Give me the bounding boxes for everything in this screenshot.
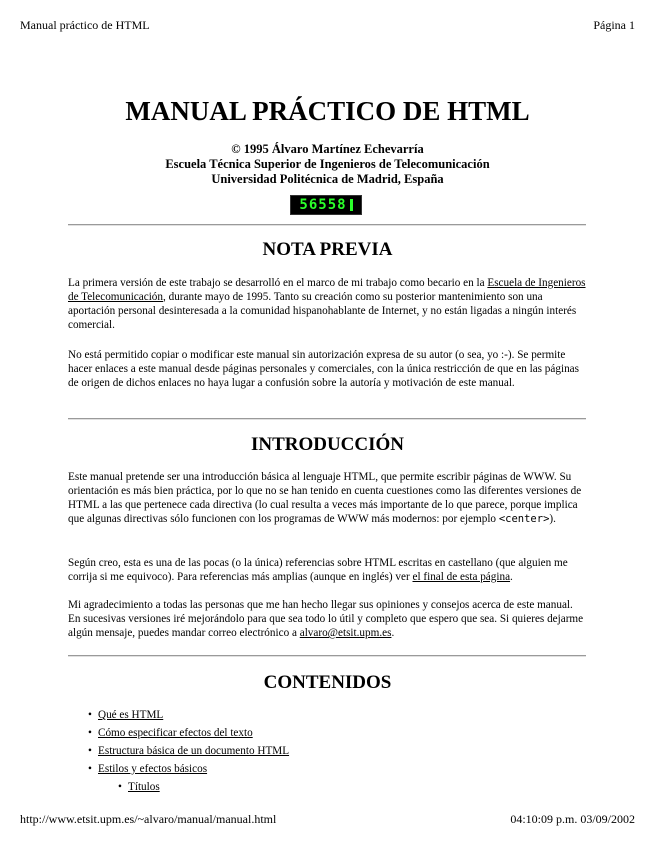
visit-counter (290, 195, 362, 215)
divider (68, 224, 586, 226)
print-footer-url: http://www.etsit.upm.es/~alvaro/manual/manual.html (20, 812, 277, 826)
nota-previa-paragraph-2: No está permitido copiar o modificar este manual sin autorización expresa de su autor (o sea, yo :-). Se permite hacer enlaces a este manual desde páginas personales y comerciales, con la única restricción de que en las páginas de origen de dichos enlaces no haya lugar a confusión sobre la autoría y motivación de este manual. (68, 349, 579, 389)
link-final-de-pagina[interactable]: el final de esta página (412, 571, 511, 583)
list-item (88, 724, 289, 742)
intro-p3-end: . (391, 627, 395, 639)
link-email-alvaro[interactable]: alvaro@etsit.upm.es (299, 627, 392, 639)
intro-p2-text: Según creo, esta es una de las pocas (o la única) referencias sobre HTML escritas en castellano (que alguien me corrija si me equivoco). Para referencias más amplias (aunque en inglés) ver (68, 557, 568, 583)
print-footer-timestamp: 04:10:09 p.m. 03/09/2002 (510, 812, 635, 826)
section-heading-contenidos: CONTENIDOS (263, 672, 392, 693)
contents-list (88, 706, 289, 796)
intro-paragraph-2 (68, 556, 588, 584)
credits (0, 142, 655, 187)
section-heading-nota-previa: NOTA PREVIA (262, 239, 393, 260)
intro-paragraph-3 (68, 598, 588, 640)
nota-previa-paragraph-1 (68, 276, 588, 332)
intro-paragraph-1 (68, 470, 588, 526)
counter-cursor-icon (350, 199, 353, 211)
list-item (88, 706, 289, 724)
credits-school: Escuela Técnica Superior de Ingenieros de Telecomunicación (165, 157, 490, 171)
intro-p1-text: Este manual pretende ser una introducción básica al lenguaje HTML, que permite escribir páginas de WWW. Su orientación es más bien práctica, por lo que no se han tenido en cuenta cuestiones como las diferentes versiones de HTML a las que pertenece cada directiva (lo cual resulta a veces más importante de lo que parece, porque implica que algunas directivas sólo funcionen con los programas de WWW más modernos: por ejemplo (68, 471, 582, 525)
section-heading-introduccion: INTRODUCCIÓN (250, 434, 405, 455)
divider (68, 418, 586, 420)
intro-p1-code: <center> (498, 513, 550, 525)
divider (68, 655, 586, 657)
page-title: MANUAL PRÁCTICO DE HTML (125, 96, 530, 126)
toc-link-estilos-efectos[interactable]: Estilos y efectos básicos (98, 763, 208, 775)
list-item (118, 778, 289, 796)
nota-previa-p1-rest: , durante mayo de 1995. Tanto su creación como su posterior mantenimiento son una aportación personal desinteresada a la comunidad hispanohablante de Internet, y no están ligadas a ningún interés comercial. (68, 291, 577, 331)
list-item (88, 742, 289, 760)
toc-link-titulos[interactable]: Títulos (128, 781, 160, 793)
intro-p3-text: Mi agradecimiento a todas las personas que me han hecho llegar sus opiniones y consejos acerca de este manual. En sucesivas versiones iré mejorándolo para que sea todo lo útil y completo que espero que sea. Si quieres dejarme algún mensaje, puedes mandar correo electrónico a (68, 599, 584, 639)
nota-previa-p1-text: La primera versión de este trabajo se desarrolló en el marco de mi trabajo como becario en la (68, 277, 488, 289)
print-header-title: Manual práctico de HTML (20, 18, 150, 32)
intro-p1-end: ). (549, 513, 556, 525)
toc-link-que-es-html[interactable]: Qué es HTML (98, 709, 164, 721)
credits-author: © 1995 Álvaro Martínez Echevarría (231, 142, 424, 156)
toc-link-efectos-texto[interactable]: Cómo especificar efectos del texto (98, 727, 253, 739)
visit-counter-digits: 56558 (299, 197, 347, 213)
credits-university: Universidad Politécnica de Madrid, España (211, 172, 444, 186)
toc-link-estructura-basica[interactable]: Estructura básica de un documento HTML (98, 745, 290, 757)
list-item (88, 760, 289, 778)
link-escuela-ingenieros[interactable]: Escuela de Ingenieros de Telecomunicación (68, 277, 586, 303)
print-header-page: Página 1 (593, 18, 635, 32)
intro-p2-end: . (510, 571, 513, 583)
